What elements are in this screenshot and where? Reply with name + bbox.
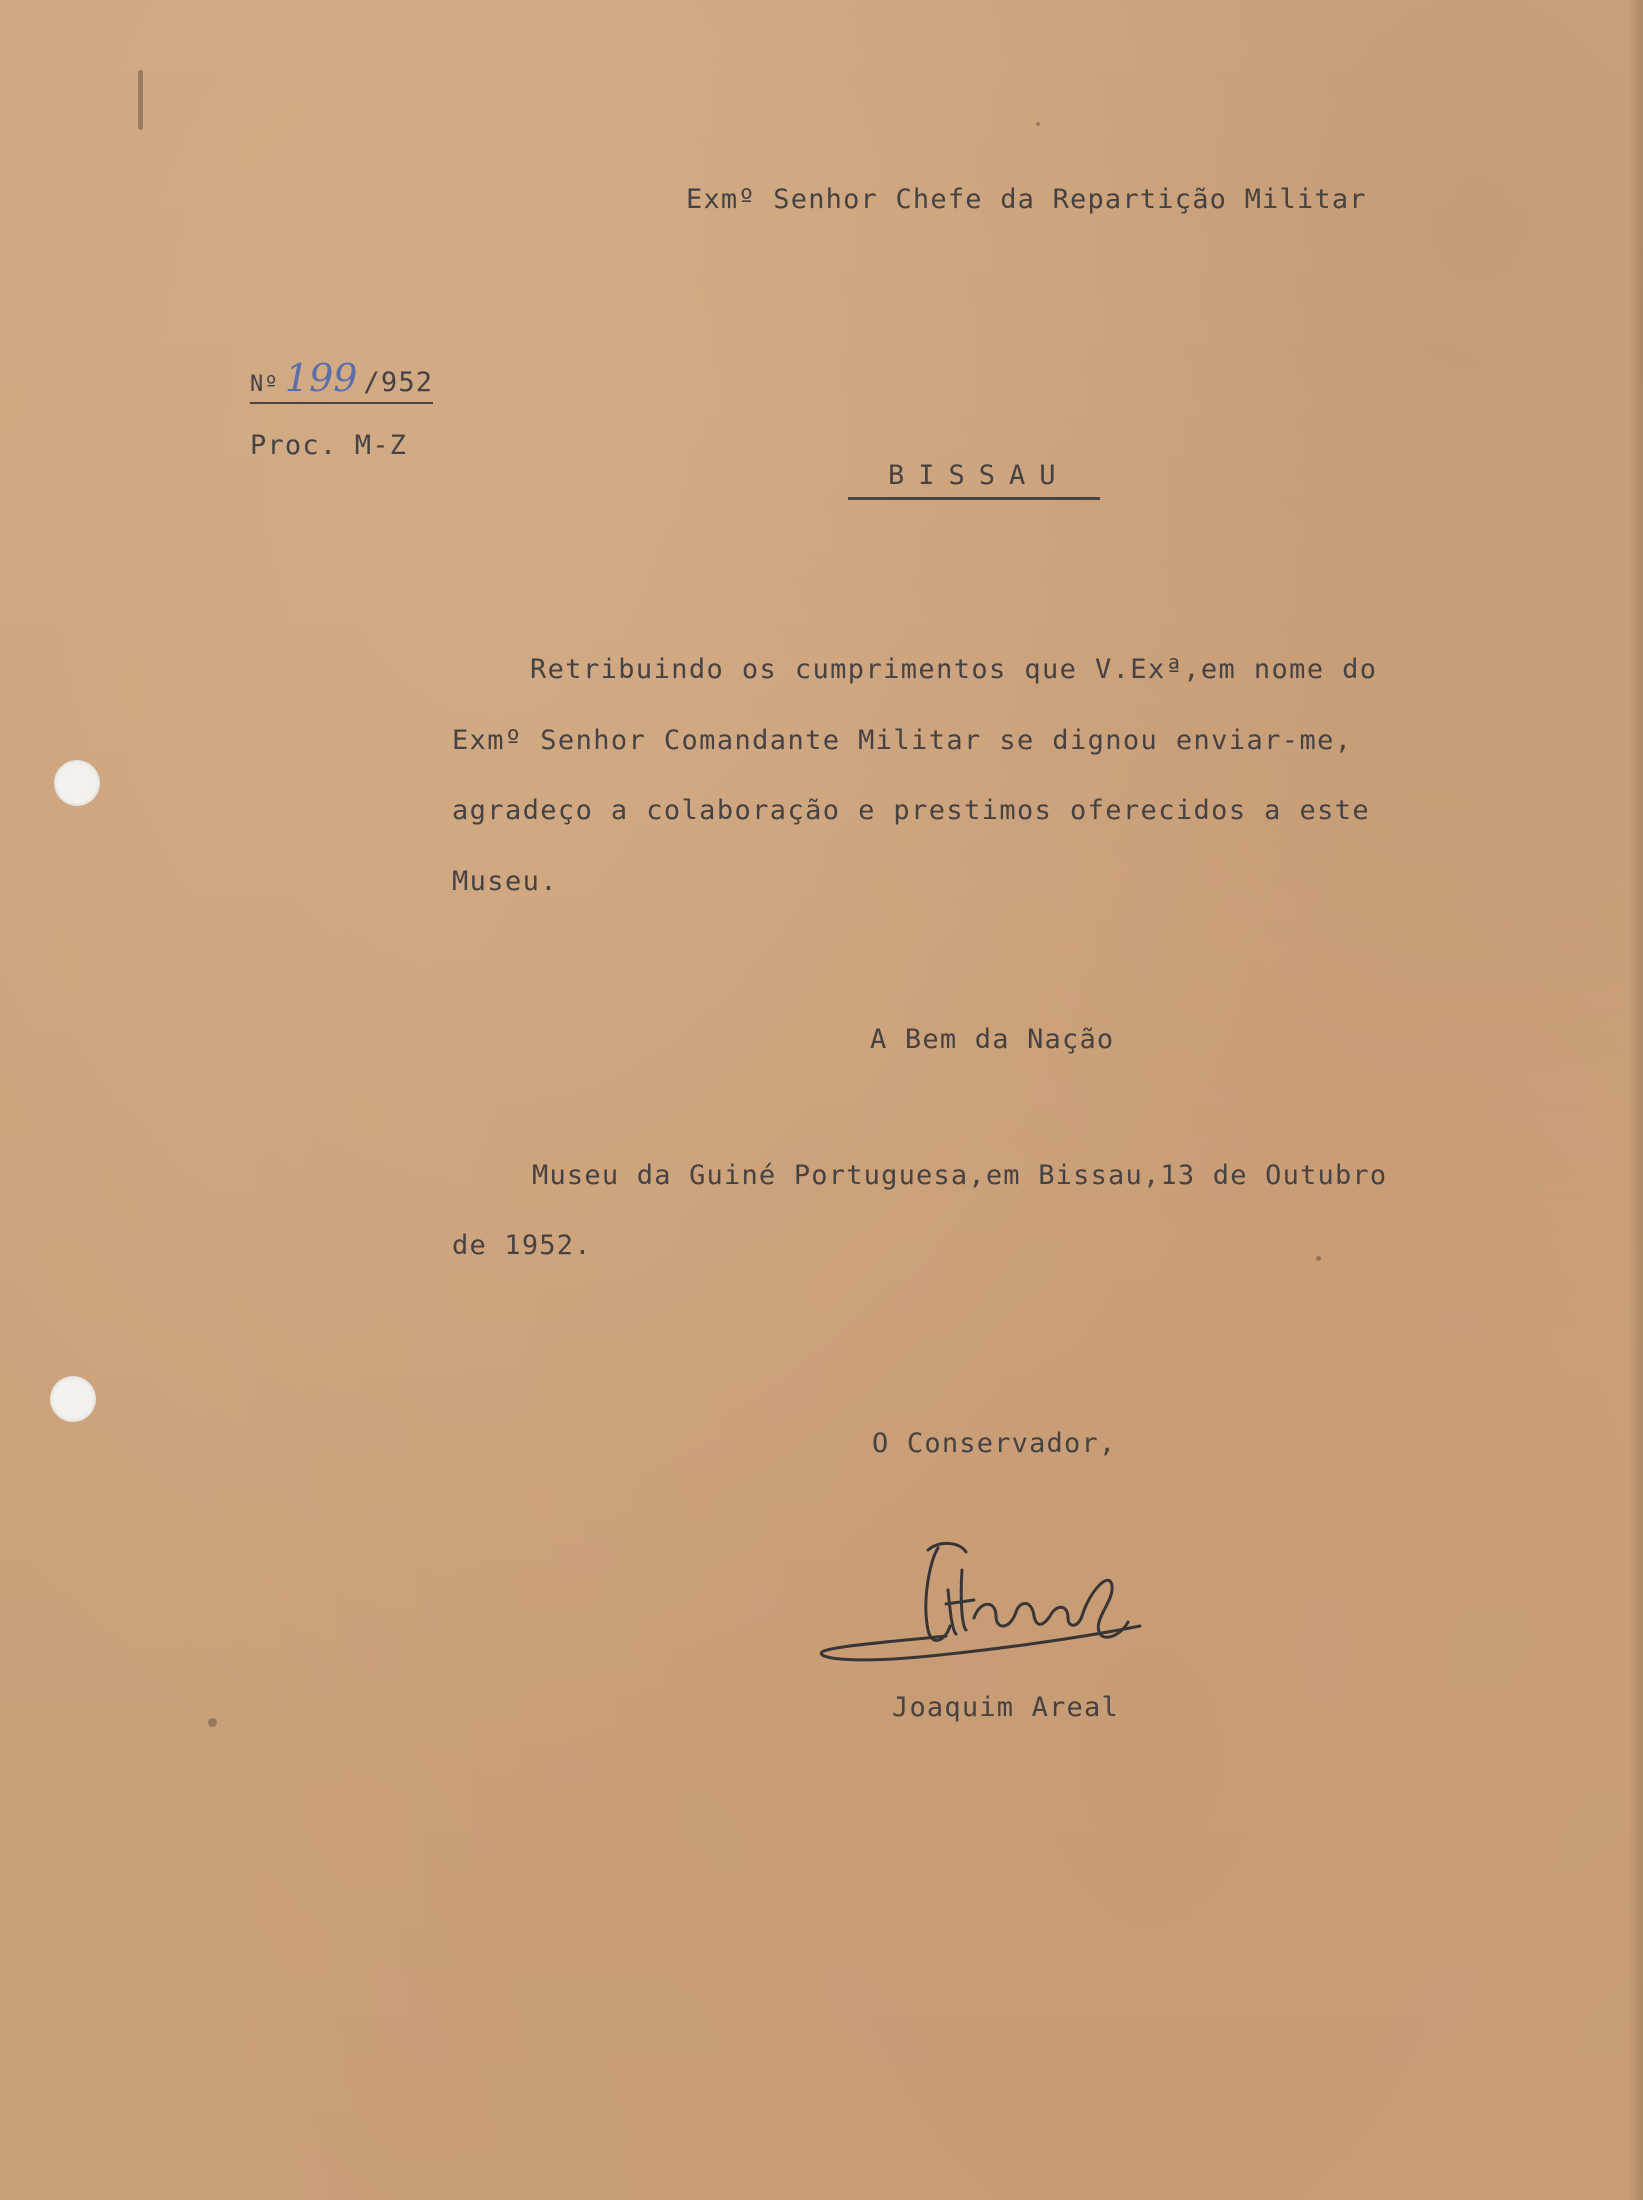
- place-date-line: Museu da Guiné Portuguesa,em Bissau,13 de Outubro: [532, 1160, 1388, 1191]
- signer-name: Joaquim Areal: [892, 1692, 1119, 1723]
- handwritten-signature: [810, 1530, 1160, 1670]
- reference-handwritten-number: 199: [284, 356, 358, 400]
- place-date-line: de 1952.: [452, 1230, 592, 1261]
- paper-speck: [1316, 1256, 1321, 1261]
- paper-speck: [1036, 122, 1040, 126]
- paper-speck: [208, 1718, 217, 1727]
- reference-year: /952: [363, 367, 434, 398]
- process-code: Proc. M-Z: [250, 430, 408, 461]
- addressee-line: Exmº Senhor Chefe da Repartição Militar: [686, 184, 1367, 215]
- page-edge-shadow: [1629, 0, 1643, 2200]
- signer-title: O Conservador,: [872, 1428, 1117, 1459]
- body-line: Museu.: [452, 866, 558, 897]
- body-line: agradeço a colaboração e prestimos oferecidos a este: [452, 795, 1371, 826]
- reference-number: [250, 356, 433, 404]
- closing-salutation: A Bem da Nação: [870, 1024, 1115, 1055]
- punch-hole-top: [54, 760, 100, 806]
- punch-hole-bottom: [50, 1376, 96, 1422]
- body-line: Retribuindo os cumprimentos que V.Exª,em nome do: [530, 654, 1378, 685]
- city-heading: BISSAU: [848, 460, 1100, 500]
- paper-mark: [138, 70, 143, 130]
- body-line: Exmº Senhor Comandante Militar se dignou enviar-me,: [452, 725, 1353, 756]
- reference-prefix: Nº: [250, 372, 279, 397]
